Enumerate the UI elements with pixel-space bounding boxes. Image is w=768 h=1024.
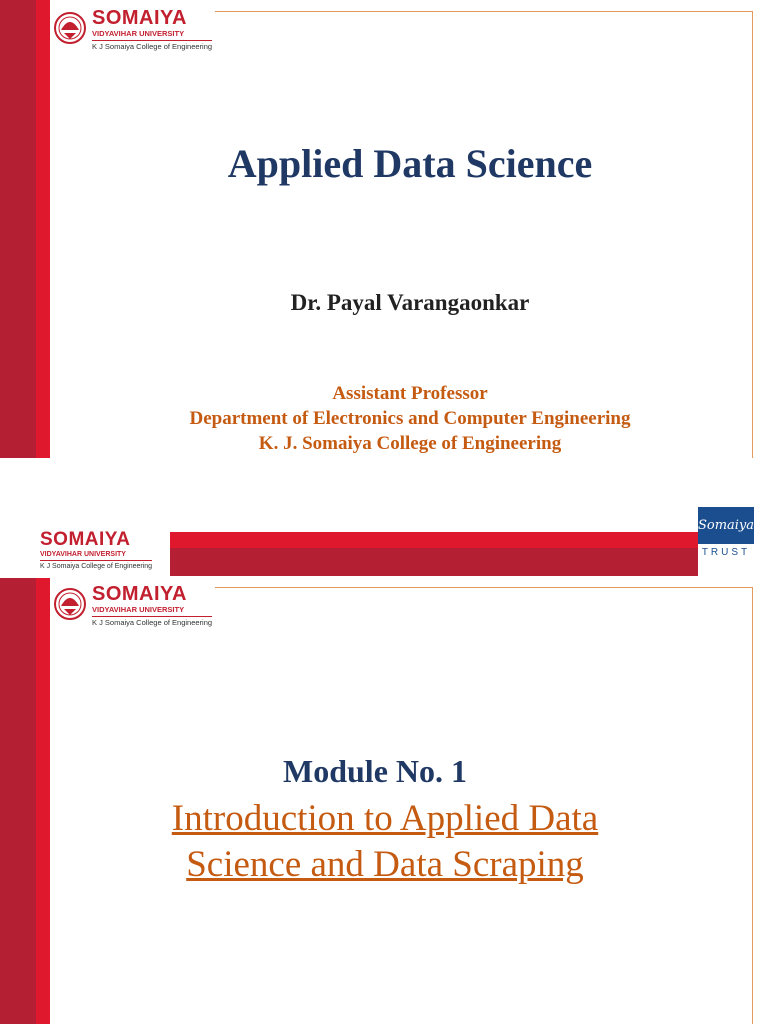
logo-university-subtitle: VIDYAVIHAR UNIVERSITY — [92, 29, 185, 38]
module-topic — [90, 796, 680, 888]
footer-band-bright — [170, 532, 698, 548]
somaiya-seal-icon — [52, 6, 88, 52]
affiliation-line: K. J. Somaiya College of Engineering — [258, 433, 562, 454]
trust-logo-label: TRUST — [701, 547, 751, 558]
frame-top-line — [215, 11, 753, 12]
logo-university-name: SOMAIYA — [92, 583, 188, 605]
slide-title: Applied Data Science — [227, 141, 593, 186]
left-accent-bar — [0, 578, 36, 1024]
logo-divider — [92, 616, 212, 617]
frame-top-line — [215, 587, 753, 588]
footer-logo-college-name: K J Somaiya College of Engineering — [40, 563, 153, 570]
footer-logo-university-subtitle: VIDYAVIHAR UNIVERSITY — [40, 551, 126, 558]
logo-university-subtitle: VIDYAVIHAR UNIVERSITY — [92, 605, 185, 614]
trust-logo-script: Somaiya — [698, 507, 754, 544]
somaiya-seal-icon — [52, 582, 88, 628]
somaiya-trust-logo — [698, 507, 754, 563]
module-number: Module No. 1 — [283, 753, 467, 789]
logo-college-name: K J Somaiya College of Engineering — [92, 41, 213, 51]
presenter-name: Dr. Payal Varangaonkar — [290, 290, 530, 315]
logo-university-name: SOMAIYA — [92, 7, 188, 29]
footer-logo-divider — [40, 560, 152, 561]
left-accent-stripe — [36, 0, 50, 458]
footer-band-dark — [170, 548, 698, 576]
logo-college-name: K J Somaiya College of Engineering — [92, 617, 213, 627]
module-slide — [0, 578, 768, 1024]
affiliation-line: Department of Electronics and Computer Engineering — [189, 408, 631, 429]
logo-divider — [92, 40, 212, 41]
module-topic-line: Introduction to Applied Data — [171, 798, 599, 839]
footer-logo-university-name: SOMAIYA — [40, 529, 131, 550]
frame-right-line — [752, 587, 753, 1024]
somaiya-logo — [52, 578, 214, 632]
affiliation-line: Assistant Professor — [332, 383, 488, 404]
somaiya-logo — [52, 2, 214, 56]
frame-right-line — [752, 11, 753, 507]
footer-somaiya-logo — [38, 524, 168, 576]
left-accent-stripe — [36, 578, 50, 1024]
module-topic-line: Science and Data Scraping — [186, 844, 584, 885]
left-accent-bar — [0, 0, 36, 458]
